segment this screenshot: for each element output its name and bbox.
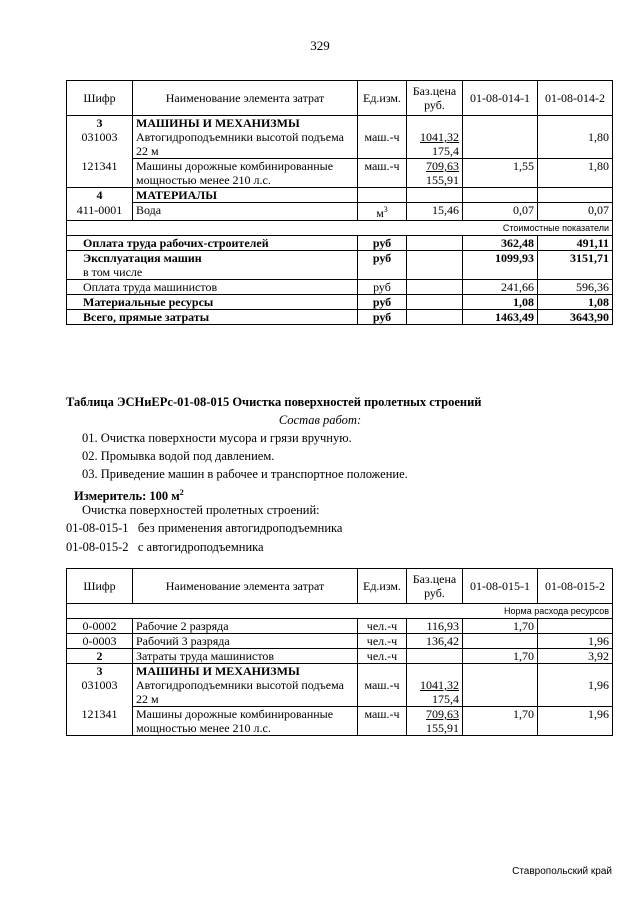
variant-item: 01-08-015-2 с автогидроподъемника bbox=[66, 540, 264, 554]
header-unit: Ед.изм. bbox=[358, 569, 407, 604]
cost-caption: Стоимостные показатели bbox=[67, 221, 613, 236]
section-title: МАШИНЫ И МЕХАНИЗМЫ bbox=[133, 116, 358, 131]
resource-table-1 bbox=[66, 80, 613, 325]
row-unit: маш.-ч bbox=[358, 130, 407, 159]
section-number: 4 bbox=[67, 188, 133, 203]
section-row bbox=[67, 116, 613, 131]
section-number: 3 bbox=[67, 116, 133, 131]
summary-row: Оплата труда машинистов руб 241,66 596,36 bbox=[67, 280, 613, 295]
section-row bbox=[67, 664, 613, 679]
summary-row: Эксплуатация машин руб 1099,93 3151,71 bbox=[67, 251, 613, 266]
caption-row bbox=[67, 604, 613, 619]
page-number: 329 bbox=[310, 38, 330, 53]
table-row: 2 Затраты труда машинистов чел.-ч 1,70 3,92 bbox=[67, 649, 613, 664]
description: Очистка поверхностей пролетных строений: bbox=[82, 503, 320, 517]
table-row: 0-0003 Рабочий 3 разряда чел.-ч 136,42 1,96 bbox=[67, 634, 613, 649]
summary-row: Оплата труда рабочих-строителей руб 362,48 491,11 bbox=[67, 236, 613, 251]
footer-region: Ставропольский край bbox=[512, 866, 612, 877]
row-code: 031003 bbox=[67, 130, 133, 159]
work-heading: Состав работ: bbox=[278, 413, 362, 427]
header-code: Шифр bbox=[67, 81, 133, 116]
table-row: 0-0002 Рабочие 2 разряда чел.-ч 116,93 1,70 bbox=[67, 619, 613, 634]
table-row bbox=[67, 159, 613, 188]
table-row bbox=[67, 130, 613, 159]
row-col1 bbox=[463, 130, 538, 159]
caption-row bbox=[67, 221, 613, 236]
row-code: 121341 bbox=[67, 159, 133, 188]
header-code: Шифр bbox=[67, 569, 133, 604]
section-title: МАТЕРИАЛЫ bbox=[133, 188, 358, 203]
header-price: Баз.цена руб. bbox=[407, 81, 463, 116]
summary-row: Материальные ресурсы руб 1,08 1,08 bbox=[67, 295, 613, 310]
table-row: 031003 Автогидроподъемники высотой подъема 22 м маш.-ч 1041,32 175,4 1,96 bbox=[67, 678, 613, 707]
resource-table-2 bbox=[66, 568, 613, 736]
norm-caption: Норма расхода ресурсов bbox=[67, 604, 613, 619]
summary-row: Всего, прямые затраты руб 1463,49 3643,90 bbox=[67, 310, 613, 325]
row-col2: 0,07 bbox=[538, 203, 613, 221]
work-item: 01. Очистка поверхности мусора и грязи вручную. bbox=[82, 431, 352, 445]
header-col2: 01-08-015-2 bbox=[538, 569, 613, 604]
row-unit: $м^3$ bbox=[358, 203, 407, 221]
header-col1: 01-08-014-1 bbox=[463, 81, 538, 116]
row-col2: 1,80 bbox=[538, 130, 613, 159]
section-number: 3 bbox=[67, 664, 133, 679]
row-unit: маш.-ч bbox=[358, 159, 407, 188]
section-title: Таблица ЭСНиЕРс-01-08-015 Очистка поверхностей пролетных строений bbox=[66, 395, 482, 409]
row-col1: 0,07 bbox=[463, 203, 538, 221]
header-col2: 01-08-014-2 bbox=[538, 81, 613, 116]
work-item: 02. Промывка водой под давлением. bbox=[82, 449, 275, 463]
row-price: 709,63 155,91 bbox=[407, 159, 463, 188]
row-name: Машины дорожные комбинированные мощностью менее 210 л.с. bbox=[133, 159, 358, 188]
row-code: 411-0001 bbox=[67, 203, 133, 221]
measure-unit: Измеритель: 100 $м^2$ bbox=[74, 488, 184, 504]
work-item: 03. Приведение машин в рабочее и транспортное положение. bbox=[82, 467, 408, 481]
header-unit: Ед.изм. bbox=[358, 81, 407, 116]
row-col2: 1,80 bbox=[538, 159, 613, 188]
summary-row: в том числе bbox=[67, 265, 613, 280]
table-row bbox=[67, 203, 613, 221]
table-header bbox=[67, 569, 613, 604]
header-col1: 01-08-015-1 bbox=[463, 569, 538, 604]
table-row: 121341 Машины дорожные комбинированные мощностью менее 210 л.с. маш.-ч 709,63 155,91 1,70 1,96 bbox=[67, 707, 613, 736]
section-title: МАШИНЫ И МЕХАНИЗМЫ bbox=[133, 664, 358, 679]
header-price: Баз.цена руб. bbox=[407, 569, 463, 604]
table-header bbox=[67, 81, 613, 116]
section-row bbox=[67, 188, 613, 203]
row-price: 15,46 bbox=[407, 203, 463, 221]
row-name: Вода bbox=[133, 203, 358, 221]
header-name: Наименование элемента затрат bbox=[133, 569, 358, 604]
row-name: Автогидроподъемники высотой подъема 22 м bbox=[133, 130, 358, 159]
row-price: 1041,32 175,4 bbox=[407, 130, 463, 159]
header-name: Наименование элемента затрат bbox=[133, 81, 358, 116]
variant-item: 01-08-015-1 без применения автогидроподъемника bbox=[66, 521, 343, 535]
row-col1: 1,55 bbox=[463, 159, 538, 188]
